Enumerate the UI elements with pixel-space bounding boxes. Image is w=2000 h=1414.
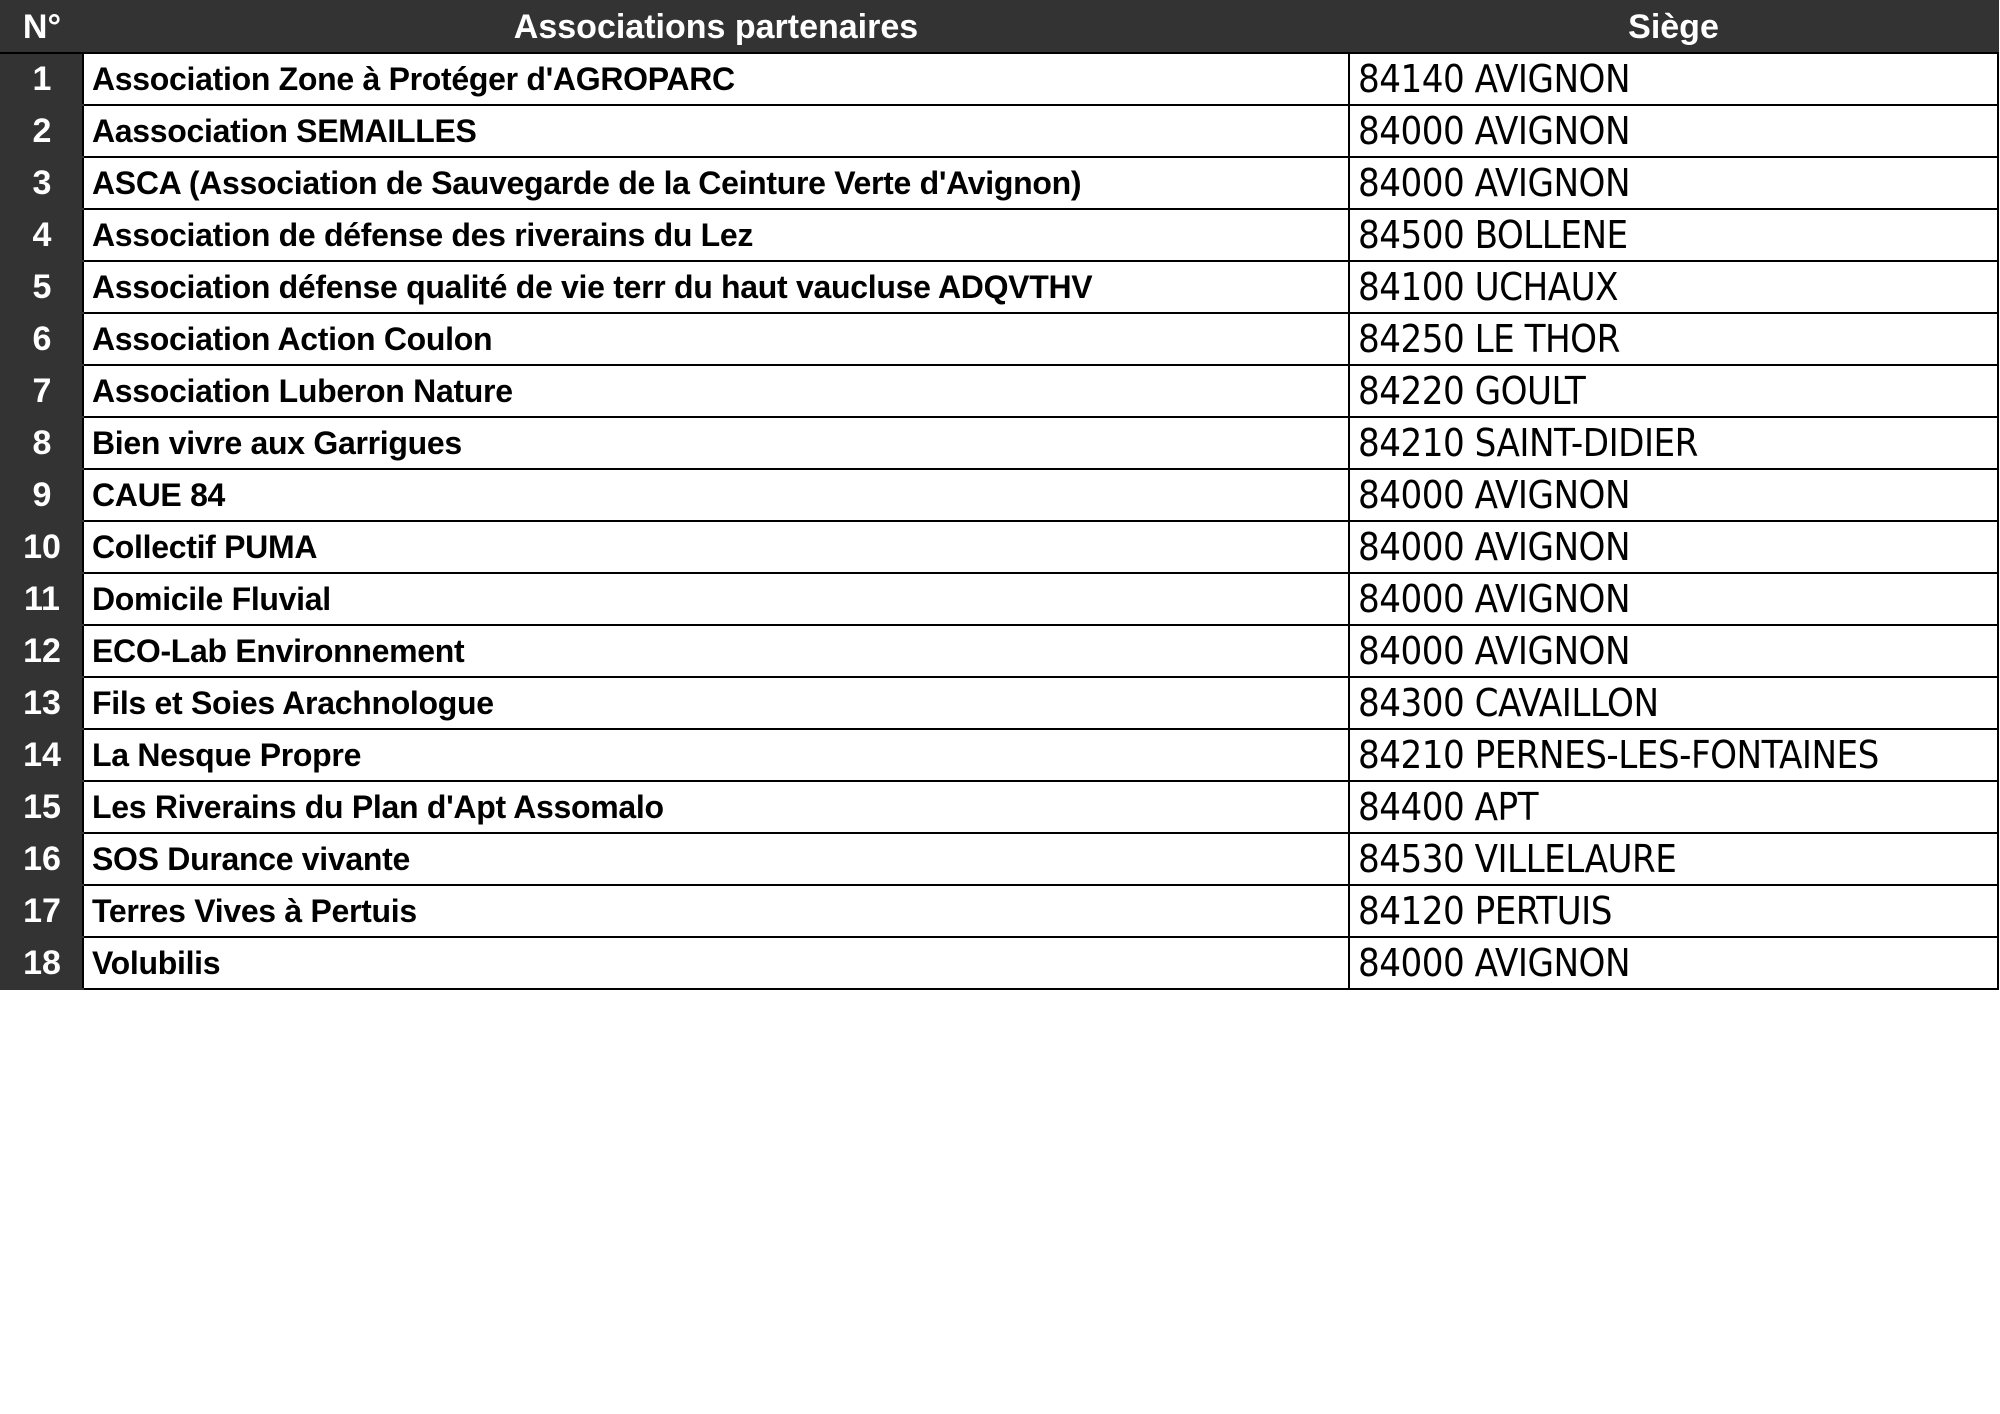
table-row [1, 261, 1998, 313]
table-row [1, 937, 1998, 989]
row-number-cell: 8 [1, 417, 83, 469]
seat-cell: 84250 LE THOR [1349, 313, 1998, 365]
table-row [1, 781, 1998, 833]
seat-cell: 84530 VILLELAURE [1349, 833, 1998, 885]
row-number-cell: 10 [1, 521, 83, 573]
header-seat: Siège [1349, 1, 1998, 53]
table-row [1, 885, 1998, 937]
seat-cell: 84120 PERTUIS [1349, 885, 1998, 937]
table-row [1, 417, 1998, 469]
table-header [1, 1, 1998, 53]
association-name-cell: Volubilis [83, 937, 1349, 989]
table-row [1, 625, 1998, 677]
seat-cell: 84000 AVIGNON [1349, 157, 1998, 209]
table-row [1, 729, 1998, 781]
seat-cell: 84000 AVIGNON [1349, 937, 1998, 989]
row-number-cell: 9 [1, 469, 83, 521]
seat-cell: 84100 UCHAUX [1349, 261, 1998, 313]
row-number-cell: 4 [1, 209, 83, 261]
table-row [1, 469, 1998, 521]
row-number-cell: 16 [1, 833, 83, 885]
table-body [1, 53, 1998, 989]
seat-cell: 84000 AVIGNON [1349, 573, 1998, 625]
row-number-cell: 13 [1, 677, 83, 729]
row-number-cell: 3 [1, 157, 83, 209]
seat-cell: 84000 AVIGNON [1349, 521, 1998, 573]
association-name-cell: Association Action Coulon [83, 313, 1349, 365]
association-name-cell: Les Riverains du Plan d'Apt Assomalo [83, 781, 1349, 833]
seat-cell: 84400 APT [1349, 781, 1998, 833]
table-row [1, 677, 1998, 729]
association-name-cell: Association défense qualité de vie terr du haut vaucluse ADQVTHV [83, 261, 1349, 313]
association-name-cell: Terres Vives à Pertuis [83, 885, 1349, 937]
association-name-cell: Collectif PUMA [83, 521, 1349, 573]
association-name-cell: ASCA (Association de Sauvegarde de la Ceinture Verte d'Avignon) [83, 157, 1349, 209]
association-name-cell: Domicile Fluvial [83, 573, 1349, 625]
row-number-cell: 2 [1, 105, 83, 157]
row-number-cell: 6 [1, 313, 83, 365]
association-name-cell: Fils et Soies Arachnologue [83, 677, 1349, 729]
table-row [1, 521, 1998, 573]
row-number-cell: 12 [1, 625, 83, 677]
header-association-name: Associations partenaires [83, 1, 1349, 53]
row-number-cell: 15 [1, 781, 83, 833]
seat-cell: 84500 BOLLENE [1349, 209, 1998, 261]
table-row [1, 53, 1998, 105]
table-row [1, 209, 1998, 261]
row-number-cell: 14 [1, 729, 83, 781]
seat-cell: 84000 AVIGNON [1349, 625, 1998, 677]
row-number-cell: 17 [1, 885, 83, 937]
table-row [1, 313, 1998, 365]
seat-cell: 84220 GOULT [1349, 365, 1998, 417]
row-number-cell: 5 [1, 261, 83, 313]
association-name-cell: SOS Durance vivante [83, 833, 1349, 885]
row-number-cell: 1 [1, 53, 83, 105]
table-row [1, 365, 1998, 417]
association-name-cell: Association Luberon Nature [83, 365, 1349, 417]
row-number-cell: 11 [1, 573, 83, 625]
seat-cell: 84300 CAVAILLON [1349, 677, 1998, 729]
header-row [1, 1, 1998, 53]
association-name-cell: CAUE 84 [83, 469, 1349, 521]
association-name-cell: Aassociation SEMAILLES [83, 105, 1349, 157]
seat-cell: 84140 AVIGNON [1349, 53, 1998, 105]
header-number: N° [1, 1, 83, 53]
seat-cell: 84000 AVIGNON [1349, 105, 1998, 157]
table-row [1, 833, 1998, 885]
row-number-cell: 18 [1, 937, 83, 989]
association-name-cell: ECO-Lab Environnement [83, 625, 1349, 677]
seat-cell: 84000 AVIGNON [1349, 469, 1998, 521]
seat-cell: 84210 SAINT-DIDIER [1349, 417, 1998, 469]
table-row [1, 157, 1998, 209]
table-row [1, 105, 1998, 157]
table-row [1, 573, 1998, 625]
association-name-cell: Bien vivre aux Garrigues [83, 417, 1349, 469]
row-number-cell: 7 [1, 365, 83, 417]
association-name-cell: Association Zone à Protéger d'AGROPARC [83, 53, 1349, 105]
seat-cell: 84210 PERNES-LES-FONTAINES [1349, 729, 1998, 781]
association-name-cell: La Nesque Propre [83, 729, 1349, 781]
association-name-cell: Association de défense des riverains du Lez [83, 209, 1349, 261]
